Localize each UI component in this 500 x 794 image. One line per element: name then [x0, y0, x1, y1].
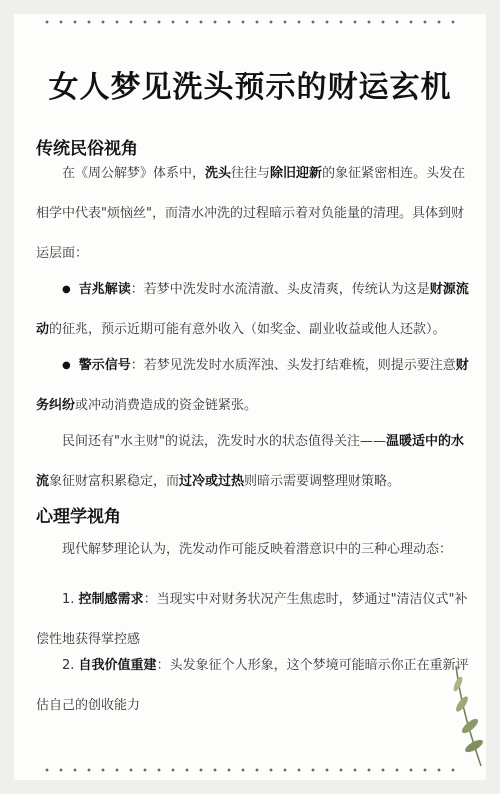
- section-heading-folk: 传统民俗视角: [36, 139, 138, 159]
- folk-paragraph-1: 在《周公解梦》体系中，洗头往往与除旧迎新的象征紧密相连。头发在相学中代表"烦恼丝"，而清水冲洗的过程暗示着对负能量的清理。具体到财运层面：: [36, 166, 466, 261]
- bottom-dotted-border: [40, 768, 460, 772]
- psychology-intro: 现代解梦理论认为，洗发动作可能反映着潜意识中的三种心理动态：: [62, 542, 453, 557]
- page-title: 女人梦见洗头预示的财运玄机: [48, 70, 452, 105]
- section-heading-psychology: 心理学视角: [36, 507, 121, 527]
- folk-paragraph-2: 民间还有"水主财"的说法，洗发时水的状态值得关注——温暖适中的水流象征财富积累稳定，而过冷或过热则暗示需要调整理财策略。: [36, 434, 464, 489]
- list-item-control: 1. 控制感需求：当现实中对财务状况产生焦虑时，梦通过"清洁仪式"补偿性地获得掌控感: [36, 592, 468, 647]
- bullet-good-omen: ● 吉兆解读：若梦中洗发时水流清澈、头皮清爽，传统认为这是财源流动的征兆，预示近期可能有意外收入（如奖金、副业收益或他人还款）。: [36, 270, 476, 350]
- document-page: [14, 14, 486, 780]
- plant-decoration-icon: [426, 656, 486, 766]
- list-item-self-worth: 2. 自我价值重建：头发象征个人形象，这个梦境可能暗示你正在重新评估自己的创收能力: [36, 658, 469, 713]
- top-dotted-border: [40, 20, 460, 24]
- bullet-warning-signal: ● 警示信号：若梦见洗发时水质浑浊、头发打结难梳，则提示要注意财务纠纷或冲动消费造成的资金链紧张。: [36, 346, 476, 426]
